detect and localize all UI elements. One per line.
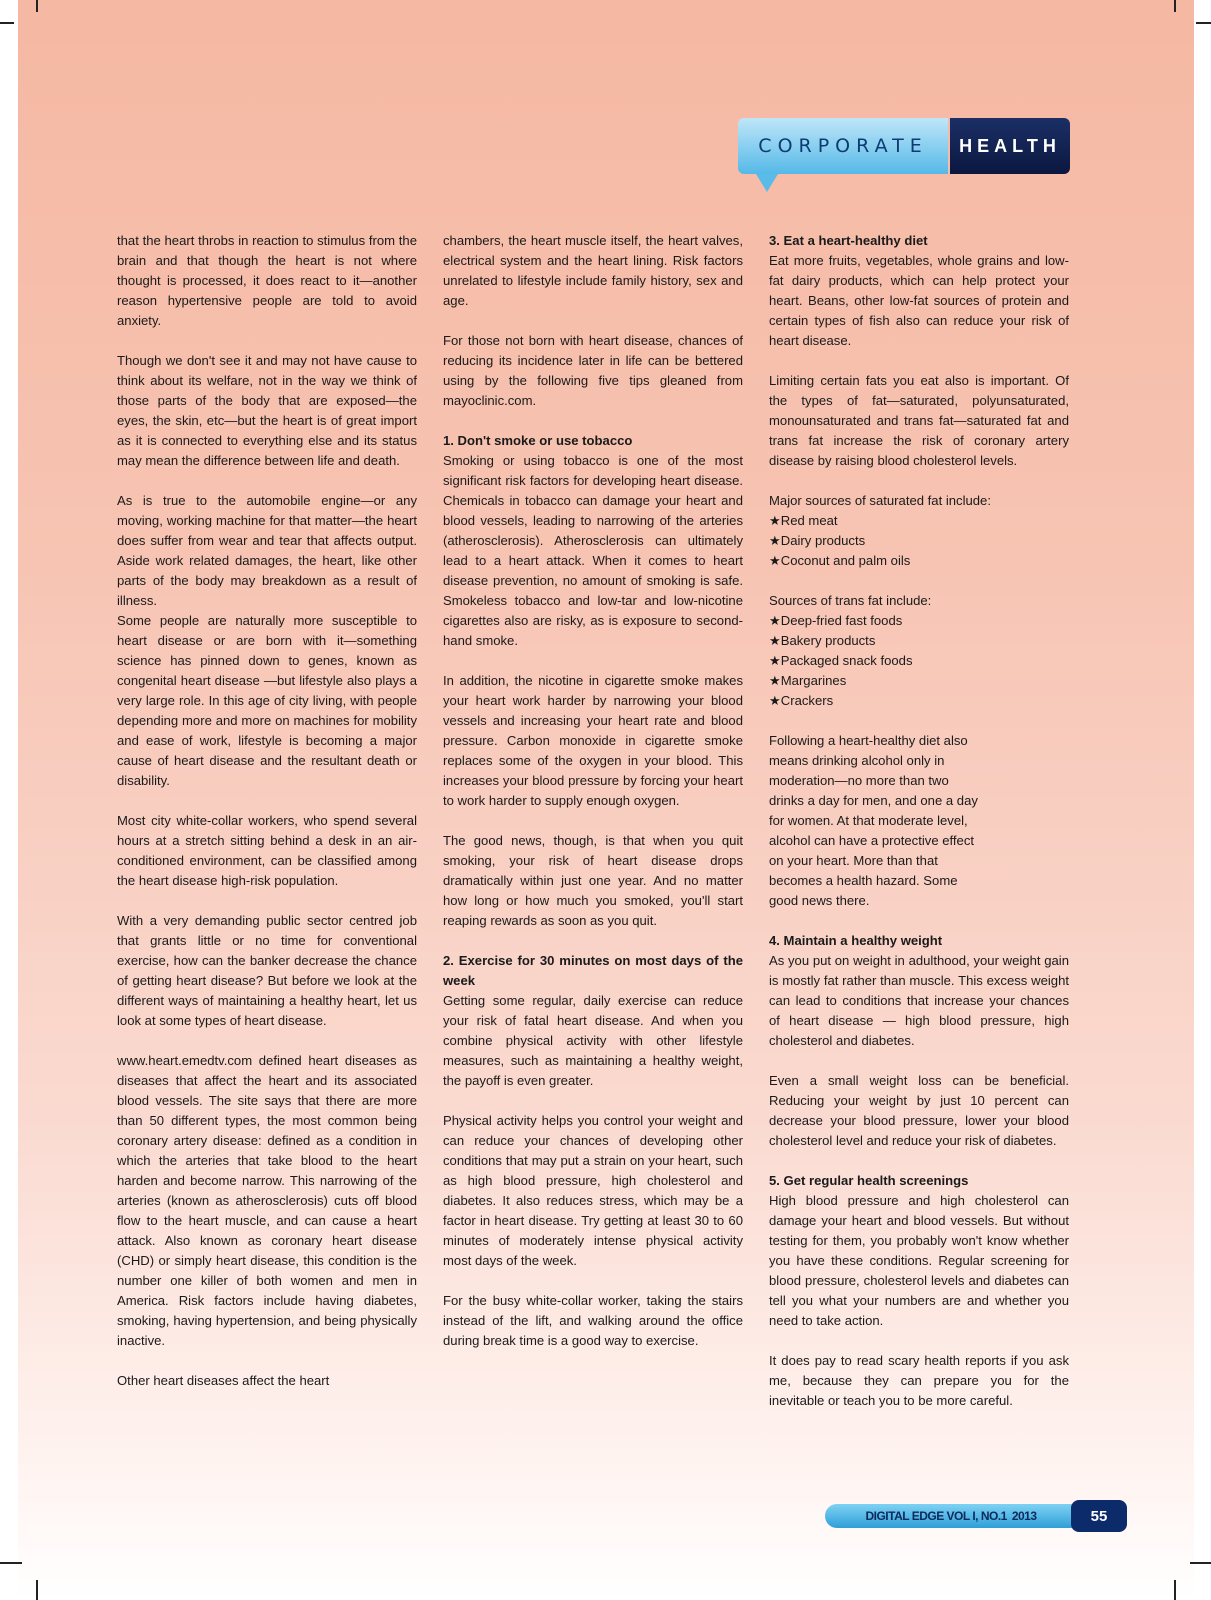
crop-mark [1174,1580,1176,1600]
list-item: ★ Coconut and palm oils [769,551,1069,571]
crop-mark [36,1580,38,1600]
paragraph: Other heart diseases affect the heart [117,1373,330,1388]
list-item: ★ Red meat [769,511,1069,531]
paragraph: With a very demanding public sector centred job that grants little or no time for conventional exercise, how can the banker decrease the chance of getting heart disease? But before we look at the different ways of maintaining a healthy heart, let us look at some types of heart disease. [117,913,417,1028]
paragraph: Getting some regular, daily exercise can reduce your risk of fatal heart disease. And when you combine physical activity with other lifestyle measures, such as maintaining a healthy weight, the payoff is even greater. [443,993,743,1088]
paragraph: Most city white-collar workers, who spend several hours at a stretch sitting behind a desk in an air-conditioned environment, can be classified among the heart disease high-risk population. [117,813,417,888]
paragraph: chambers, the heart muscle itself, the heart valves, electrical system and the heart lining. Risk factors unrelated to lifestyle include family history, sex and age. [443,233,743,308]
section-heading: 5. Get regular health screenings [769,1173,969,1188]
list-item: ★ Deep-fried fast foods [769,611,1069,631]
paragraph: Though we don't see it and may not have cause to think about its welfare, not in the way we think of those parts of the body that are exposed—the eyes, the skin, etc—but the heart is of great import as it is connected to everything else and its status may mean the difference between life and death. [117,353,417,468]
list-item: ★ Crackers [769,691,1069,711]
page-footer [825,1500,1125,1532]
list-intro: Sources of trans fat include: [769,593,932,608]
paragraph: It does pay to read scary health reports if you ask me, because they can prepare you for the inevitable or teach you to be more careful. [769,1353,1069,1408]
crop-mark [0,22,14,24]
article-column-3 [769,231,1069,1431]
paragraph: In addition, the nicotine in cigarette smoke makes your heart work harder by narrowing your blood vessels and increasing your heart rate and blood pressure. Carbon monoxide in cigarette smoke replaces some of the oxygen in your blood. This increases your blood pressure by forcing your heart to work harder to supply enough oxygen. [443,673,743,808]
paragraph: Limiting certain fats you eat also is important. Of the types of fat—saturated, polyunsaturated, monounsaturated and trans fat—saturated fat and trans fat increase the risk of coronary artery disease by raising blood cholesterol levels. [769,373,1069,468]
section-label-health: HEALTH [950,118,1070,174]
page-number: 55 [1071,1500,1127,1532]
publication-tag [825,1504,1077,1528]
paragraph: Eat more fruits, vegetables, whole grains and low-fat dairy products, which can help protect your heart. Beans, other low-fat sources of protein and certain types of fish also can reduce your risk of heart disease. [769,253,1069,348]
paragraph: High blood pressure and high cholesterol can damage your heart and blood vessels. But without testing for them, you probably won't know whether you have these conditions. Regular screening for blood pressure, cholesterol levels and diabetes can tell you what your numbers are and whether you need to take action. [769,1193,1069,1328]
paragraph: that the heart throbs in reaction to stimulus from the brain and that though the heart is not where thought is processed, it does react to it—another reason hypertensive people are told to avoid anxiety. [117,233,417,328]
publication-name: DIGITAL EDGE VOL I, NO.1 [865,1509,1007,1523]
list-item: ★ Dairy products [769,531,1069,551]
paragraph: The good news, though, is that when you quit smoking, your risk of heart disease drops dramatically within just one year. And no matter how long or how much you smoked, you'll start reaping rewards as soon as you quit. [443,833,743,928]
paragraph: Some people are naturally more susceptible to heart disease or are born with it—something science has pinned down to genes, known as congenital heart disease —but lifestyle also plays a very large role. In this age of city living, with people depending more and more on machines for mobility and ease of work, lifestyle is becoming a major cause of heart disease and the resultant death or disability. [117,613,417,788]
publication-year: 2013 [1011,1509,1037,1523]
saturated-fat-list [769,511,1069,571]
crop-mark [0,1562,22,1564]
section-heading: 3. Eat a heart-healthy diet [769,233,928,248]
list-item: ★ Bakery products [769,631,1069,651]
speech-tail-icon [756,174,778,192]
section-heading: 4. Maintain a healthy weight [769,933,943,948]
article-column-1 [117,231,417,1411]
article-column-2 [443,231,743,1371]
paragraph: www.heart.emedtv.com defined heart diseases as diseases that affect the heart and its associated blood vessels. The site says that there are more than 50 different types, the most common being coronary artery disease: defined as a condition in which the arteries that take blood to the heart harden and become narrow. This narrowing of the arteries (known as atherosclerosis) cuts off blood flow to the heart muscle, and can cause a heart attack. Also known as coronary heart disease (CHD) or simply heart disease, this condition is the number one killer of both women and men in America. Risk factors include having diabetes, smoking, having hypertension, and being physically inactive. [117,1053,417,1348]
paragraph: Following a heart-healthy diet also means drinking alcohol only in moderation—no more than two drinks a day for men, and one a day for women. At that moderate level, alcohol can have a protective effect on your heart. More than that becomes a health hazard. Some good news there. [769,733,978,908]
crop-mark [1190,1562,1211,1564]
crop-mark [36,0,38,12]
paragraph: Smoking or using tobacco is one of the most significant risk factors for developing heart disease. Chemicals in tobacco can damage your heart and blood vessels, leading to narrowing of the arteries (atherosclerosis). Atherosclerosis can ultimately lead to a heart attack. When it comes to heart disease prevention, no amount of smoking is safe. Smokeless tobacco and low-tar and low-nicotine cigarettes also are risky, as is exposure to second-hand smoke. [443,453,743,648]
trans-fat-list [769,611,1069,711]
paragraph: For those not born with heart disease, chances of reducing its incidence later in life can be bettered using by the following five tips gleaned from mayoclinic.com. [443,333,743,408]
paragraph: As is true to the automobile engine—or any moving, working machine for that matter—the heart does suffer from wear and tear that affects output. Aside work related damages, the heart, like other parts of the body may breakdown as a result of illness. [117,493,417,608]
section-heading: 2. Exercise for 30 minutes on most days of the week [443,953,743,988]
section-badge [738,118,1070,174]
paragraph: For the busy white-collar worker, taking the stairs instead of the lift, and walking around the office during break time is a good way to exercise. [443,1293,743,1348]
section-heading: 1. Don't smoke or use tobacco [443,433,633,448]
list-item: ★ Packaged snack foods [769,651,1069,671]
paragraph: Even a small weight loss can be beneficial. Reducing your weight by just 10 percent can decrease your blood pressure, lower your blood cholesterol level and reduce your risk of diabetes. [769,1073,1069,1148]
paragraph: Physical activity helps you control your weight and can reduce your chances of developing other conditions that may put a strain on your heart, such as high blood pressure, high cholesterol and diabetes. It also reduces stress, which may be a factor in heart disease. Try getting at least 30 to 60 minutes of moderately intense physical activity most days of the week. [443,1113,743,1268]
crop-mark [1196,22,1211,24]
crop-mark [1174,0,1176,12]
list-item: ★ Margarines [769,671,1069,691]
paragraph: As you put on weight in adulthood, your weight gain is mostly fat rather than muscle. This excess weight can lead to conditions that increase your chances of heart disease — high blood pressure, high cholesterol and diabetes. [769,953,1069,1048]
section-label-corporate: CORPORATE [738,118,948,174]
list-intro: Major sources of saturated fat include: [769,493,991,508]
